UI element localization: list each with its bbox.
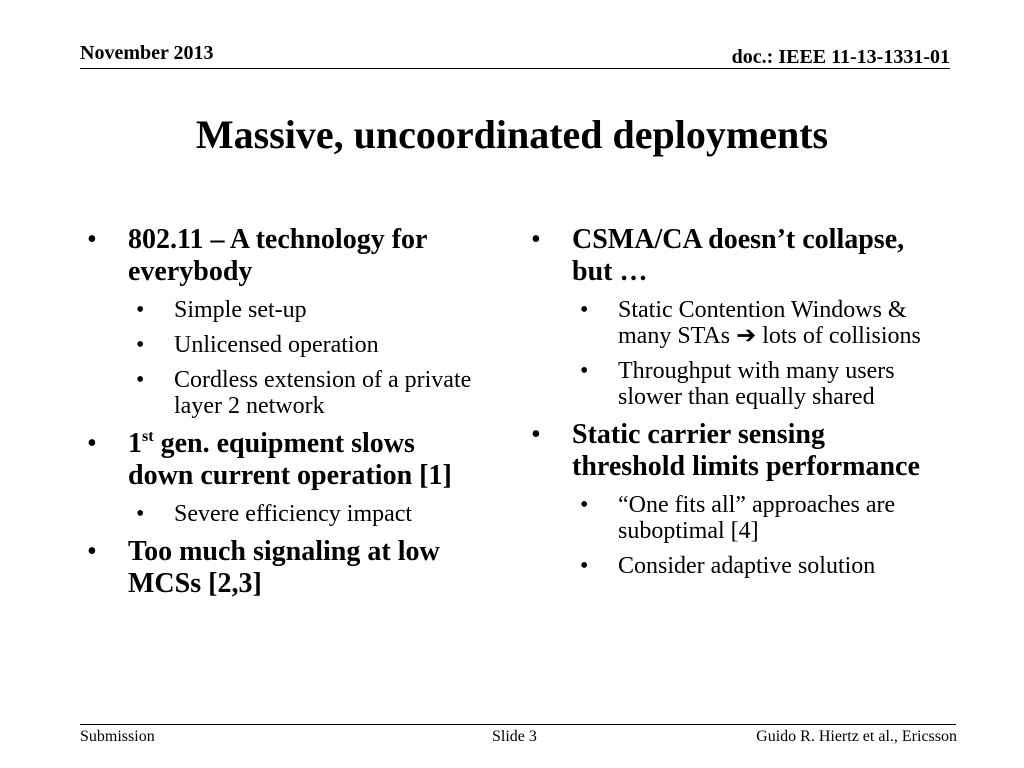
sub-bullet-item [572, 492, 938, 544]
header-divider [80, 68, 950, 69]
superscript: st [142, 428, 154, 445]
bullet-text: CSMA/CA doesn’t collapse, but … [572, 224, 905, 287]
bullet-item [528, 224, 938, 410]
sub-bullet-text: Throughput with many users slower than equally shared [618, 358, 895, 410]
sub-bullet-text: Simple set-up [174, 297, 307, 323]
bullet-icon: • [531, 224, 541, 255]
sub-bullet-item [128, 297, 484, 323]
bullet-text-rest: gen. equipment slows down current operation [1] [128, 428, 452, 491]
bullet-text [128, 428, 452, 491]
bullet-icon: • [87, 224, 97, 255]
footer-divider [80, 724, 956, 725]
sub-bullet-item [572, 297, 938, 349]
bullet-text: 802.11 – A technology for everybody [128, 224, 427, 287]
bullet-icon: • [580, 553, 589, 579]
bullet-item [84, 536, 484, 600]
sub-bullet-item [128, 367, 484, 419]
bullet-text: Too much signaling at low MCSs [2,3] [128, 536, 440, 599]
bullet-icon: • [580, 297, 589, 323]
sub-bullet-text [618, 297, 921, 349]
header-date: November 2013 [80, 42, 214, 64]
bullet-icon: • [136, 501, 145, 527]
sub-bullet-text-prefix: Static Contention Windows & many STAs [618, 297, 907, 349]
sub-bullet-text-suffix: lots of collisions [756, 323, 921, 349]
bullet-icon: • [136, 332, 145, 358]
bullet-icon: • [580, 492, 589, 518]
sub-bullet-item [572, 358, 938, 410]
bullet-icon: • [531, 419, 541, 450]
bullet-icon: • [136, 297, 145, 323]
sub-bullet-text: Severe efficiency impact [174, 501, 413, 527]
sub-bullet-text: Cordless extension of a private layer 2 network [174, 367, 472, 419]
arrow-right-icon: ➔ [736, 323, 757, 349]
bullet-item [528, 419, 938, 579]
sub-bullet-item [128, 501, 484, 527]
footer-authors: Guido R. Hiertz et al., Ericsson [756, 728, 957, 745]
sub-bullet-text: Consider adaptive solution [618, 553, 876, 579]
header-doc-id: doc.: IEEE 11-13-1331-01 [731, 46, 950, 68]
sub-bullet-text: “One fits all” approaches are suboptimal [4] [618, 492, 896, 544]
bullet-text-prefix: 1 [128, 428, 142, 459]
slide-title: Massive, uncoordinated deployments [195, 112, 829, 157]
bullet-icon: • [87, 536, 97, 567]
bullet-item [84, 224, 484, 419]
footer-submission: Submission [80, 728, 155, 745]
bullet-text: Static carrier sensing threshold limits performance [572, 419, 920, 482]
bullet-item [84, 428, 484, 527]
right-column [528, 224, 938, 588]
bullet-icon: • [87, 428, 97, 459]
left-column [84, 224, 484, 606]
footer-slide-number: Slide 3 [492, 728, 537, 745]
sub-bullet-text: Unlicensed operation [174, 332, 379, 358]
sub-bullet-item [128, 332, 484, 358]
sub-bullet-item [572, 553, 938, 579]
bullet-icon: • [580, 358, 589, 384]
bullet-icon: • [136, 367, 145, 393]
